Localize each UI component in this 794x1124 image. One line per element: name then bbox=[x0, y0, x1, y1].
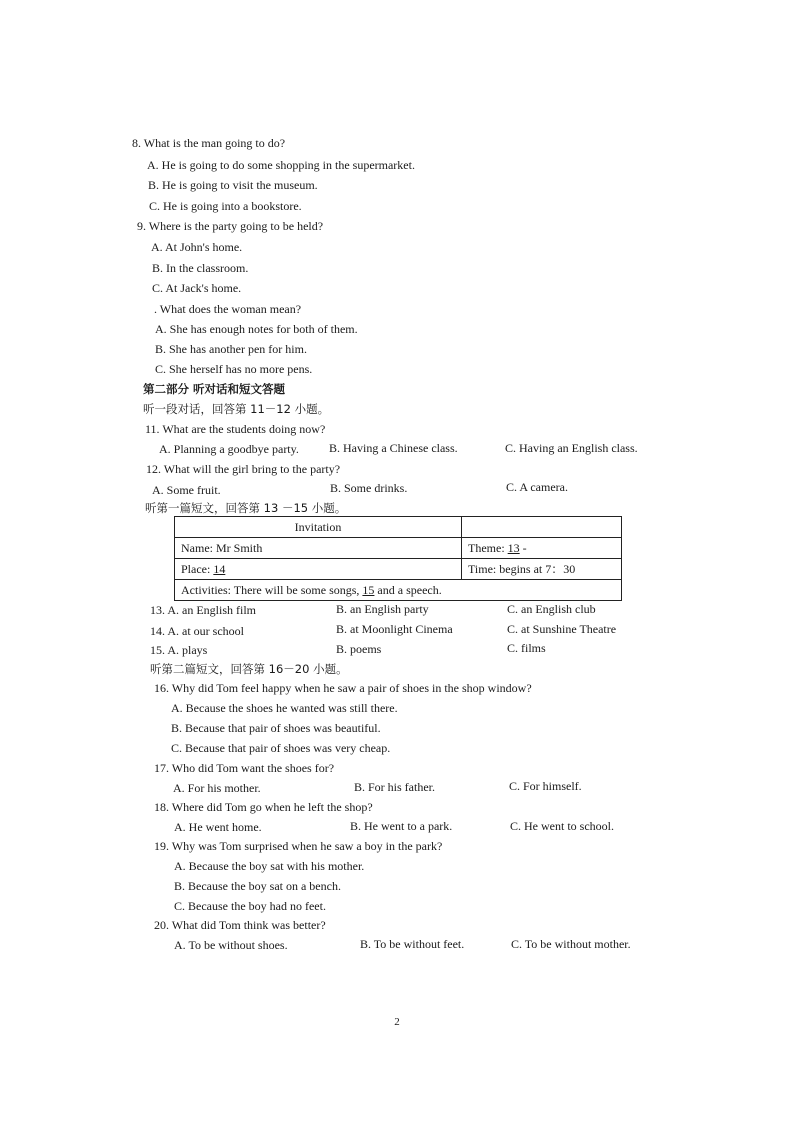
question-19-option-b: B. Because the boy sat on a bench. bbox=[174, 879, 341, 893]
question-10-option-a: A. She has enough notes for both of them. bbox=[155, 322, 358, 336]
question-11-option-c: C. Having an English class. bbox=[505, 441, 638, 455]
question-14-option-c: C. at Sunshine Theatre bbox=[507, 622, 617, 636]
question-9-option-b: B. In the classroom. bbox=[152, 261, 249, 275]
invitation-theme bbox=[462, 538, 622, 559]
question-11-option-b: B. Having a Chinese class. bbox=[329, 441, 458, 455]
blank-14: 14 bbox=[213, 562, 226, 576]
question-20-option-c: C. To be without mother. bbox=[511, 937, 631, 951]
part-2-heading: 第二部分 听对话和短文答题 bbox=[143, 382, 286, 396]
blank-13: 13 bbox=[507, 541, 520, 555]
question-16-stem: 16. Why did Tom feel happy when he saw a pair of shoes in the shop window? bbox=[154, 681, 532, 695]
invitation-place bbox=[175, 559, 462, 580]
question-9-option-a: A. At John's home. bbox=[151, 240, 243, 254]
question-17-option-c: C. For himself. bbox=[509, 779, 582, 793]
invitation-table bbox=[174, 516, 622, 601]
question-10-option-c: C. She herself has no more pens. bbox=[155, 362, 313, 376]
invitation-title: Invitation bbox=[175, 517, 462, 538]
theme-suffix: - bbox=[519, 541, 527, 555]
question-10-stem: . What does the woman mean? bbox=[154, 302, 302, 316]
question-8-stem: 8. What is the man going to do? bbox=[132, 136, 286, 150]
blank-15: 15 bbox=[362, 583, 375, 597]
passage-2-instruction: 听第二篇短文，回答第 16－20 小题。 bbox=[150, 662, 348, 676]
question-13-option-a: 13. A. an English film bbox=[150, 603, 256, 617]
question-19-option-c: C. Because the boy had no feet. bbox=[174, 899, 326, 913]
place-label: Place: bbox=[181, 562, 214, 576]
question-8-option-c: C. He is going into a bookstore. bbox=[149, 199, 302, 213]
question-11-option-a: A. Planning a goodbye party. bbox=[159, 442, 299, 456]
activities-text-before: Activities: There will be some songs, bbox=[181, 583, 363, 597]
invitation-time: Time: begins at 7：30 bbox=[462, 559, 622, 580]
question-12-option-c: C. A camera. bbox=[506, 480, 568, 494]
question-9-stem: 9. Where is the party going to be held? bbox=[137, 219, 324, 233]
question-10-option-b: B. She has another pen for him. bbox=[155, 342, 307, 356]
question-11-stem: 11. What are the students doing now? bbox=[145, 422, 326, 436]
question-17-stem: 17. Who did Tom want the shoes for? bbox=[154, 761, 335, 775]
question-18-option-b: B. He went to a park. bbox=[350, 819, 453, 833]
question-17-option-b: B. For his father. bbox=[354, 780, 435, 794]
question-15-option-c: C. films bbox=[507, 641, 546, 655]
question-12-option-a: A. Some fruit. bbox=[152, 483, 221, 497]
question-19-stem: 19. Why was Tom surprised when he saw a boy in the park? bbox=[154, 839, 443, 853]
activities-text-after: and a speech. bbox=[374, 583, 442, 597]
invitation-name: Name: Mr Smith bbox=[175, 538, 462, 559]
question-16-option-b: B. Because that pair of shoes was beautiful. bbox=[171, 721, 381, 735]
question-15-option-a: 15. A. plays bbox=[150, 643, 208, 657]
dialogue-instruction: 听一段对话，回答第 11－12 小题。 bbox=[143, 402, 330, 416]
question-18-option-a: A. He went home. bbox=[174, 820, 262, 834]
theme-label: Theme: bbox=[468, 541, 508, 555]
question-20-option-b: B. To be without feet. bbox=[360, 937, 465, 951]
question-19-option-a: A. Because the boy sat with his mother. bbox=[174, 859, 365, 873]
question-12-stem: 12. What will the girl bring to the party? bbox=[146, 462, 341, 476]
question-13-option-c: C. an English club bbox=[507, 602, 596, 616]
question-14-option-b: B. at Moonlight Cinema bbox=[336, 622, 453, 636]
question-15-option-b: B. poems bbox=[336, 642, 382, 656]
question-20-option-a: A. To be without shoes. bbox=[174, 938, 288, 952]
question-17-option-a: A. For his mother. bbox=[173, 781, 261, 795]
question-16-option-a: A. Because the shoes he wanted was still there. bbox=[171, 701, 398, 715]
question-12-option-b: B. Some drinks. bbox=[330, 481, 408, 495]
question-14-option-a: 14. A. at our school bbox=[150, 624, 244, 638]
question-16-option-c: C. Because that pair of shoes was very cheap. bbox=[171, 741, 391, 755]
invitation-empty-cell bbox=[462, 517, 622, 538]
question-13-option-b: B. an English party bbox=[336, 602, 429, 616]
question-18-option-c: C. He went to school. bbox=[510, 819, 614, 833]
question-20-stem: 20. What did Tom think was better? bbox=[154, 918, 326, 932]
passage-1-instruction: 听第一篇短文，回答第 13 －15 小题。 bbox=[145, 501, 347, 515]
page-number: 2 bbox=[394, 1016, 400, 1028]
question-8-option-b: B. He is going to visit the museum. bbox=[148, 178, 318, 192]
question-18-stem: 18. Where did Tom go when he left the shop? bbox=[154, 800, 373, 814]
invitation-activities bbox=[175, 580, 622, 601]
question-9-option-c: C. At Jack's home. bbox=[152, 281, 242, 295]
question-8-option-a: A. He is going to do some shopping in the supermarket. bbox=[147, 158, 415, 172]
